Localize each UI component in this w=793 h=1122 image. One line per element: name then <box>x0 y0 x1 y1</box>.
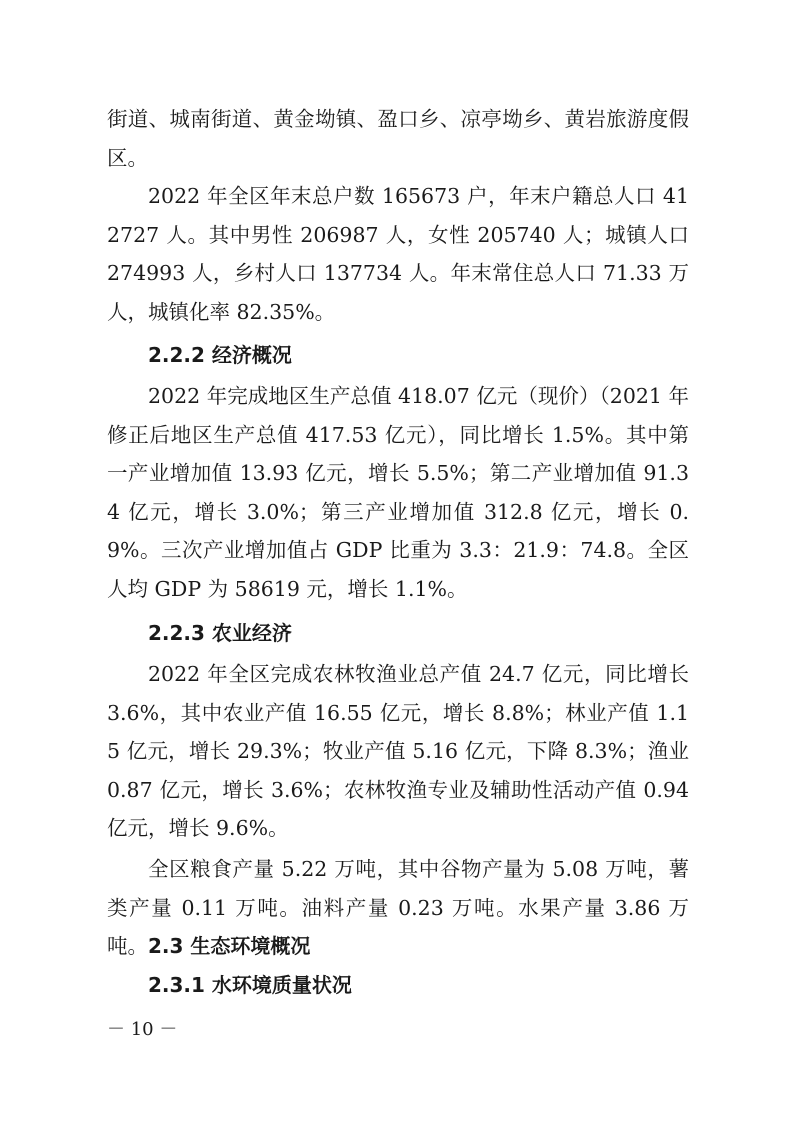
section-heading-economy: 2.2.2 经济概况 <box>148 343 292 367</box>
page-number: － 10 － <box>107 1019 178 1040</box>
paragraph-population <box>107 177 689 331</box>
paragraph-economy <box>107 377 689 608</box>
paragraph-text: 2022 年全区完成农林牧渔业总产值 24.7 亿元，同比增长 3.6%，其中农业产值 16.55 亿元，增长 8.8%；林业产值 1.15 亿元，增长 29.3%；牧业产值 5.16 亿元，下降 8.3%；渔业 0.87 亿元，增长 3.6%；农林牧渔专业及辅助性活动产值 0.94 亿元，增长 9.6%。 <box>107 662 689 840</box>
paragraph-agriculture <box>107 655 689 848</box>
paragraph-text: 2022 年完成地区生产总值 418.07 亿元（现价）（2021 年修正后地区生产总值 417.53 亿元），同比增长 1.5%。其中第一产业增加值 13.93 亿元，增长 5.5%；第二产业增加值 91.34 亿元，增长 3.0%；第三产业增加值 312.8 亿元，增长 0.9%。三次产业增加值占 GDP 比重为 3.3：21.9：74.8。全区人均 GDP 为 58619 元，增长 1.1%。 <box>107 384 689 601</box>
paragraph-text: 全区粮食产量 5.22 万吨，其中谷物产量为 5.08 万吨，薯类产量 0.11 万吨。油料产量 0.23 万吨。水果产量 3.86 万吨。 <box>107 857 689 958</box>
paragraph-districts <box>107 100 689 177</box>
section-heading-water: 2.3.1 水环境质量状况 <box>148 973 352 997</box>
paragraph-text: 街道、城南街道、黄金坳镇、盈口乡、凉亭坳乡、黄岩旅游度假区。 <box>107 107 689 170</box>
paragraph-text: 2022 年全区年末总户数 165673 户，年末户籍总人口 412727 人。其中男性 206987 人，女性 205740 人；城镇人口 274993 人，乡村人口 137734 人。年末常住总人口 71.33 万人，城镇化率 82.35%。 <box>107 184 689 324</box>
section-heading-agriculture: 2.2.3 农业经济 <box>148 621 292 645</box>
section-heading-ecology: 2.3 生态环境概况 <box>148 934 311 958</box>
